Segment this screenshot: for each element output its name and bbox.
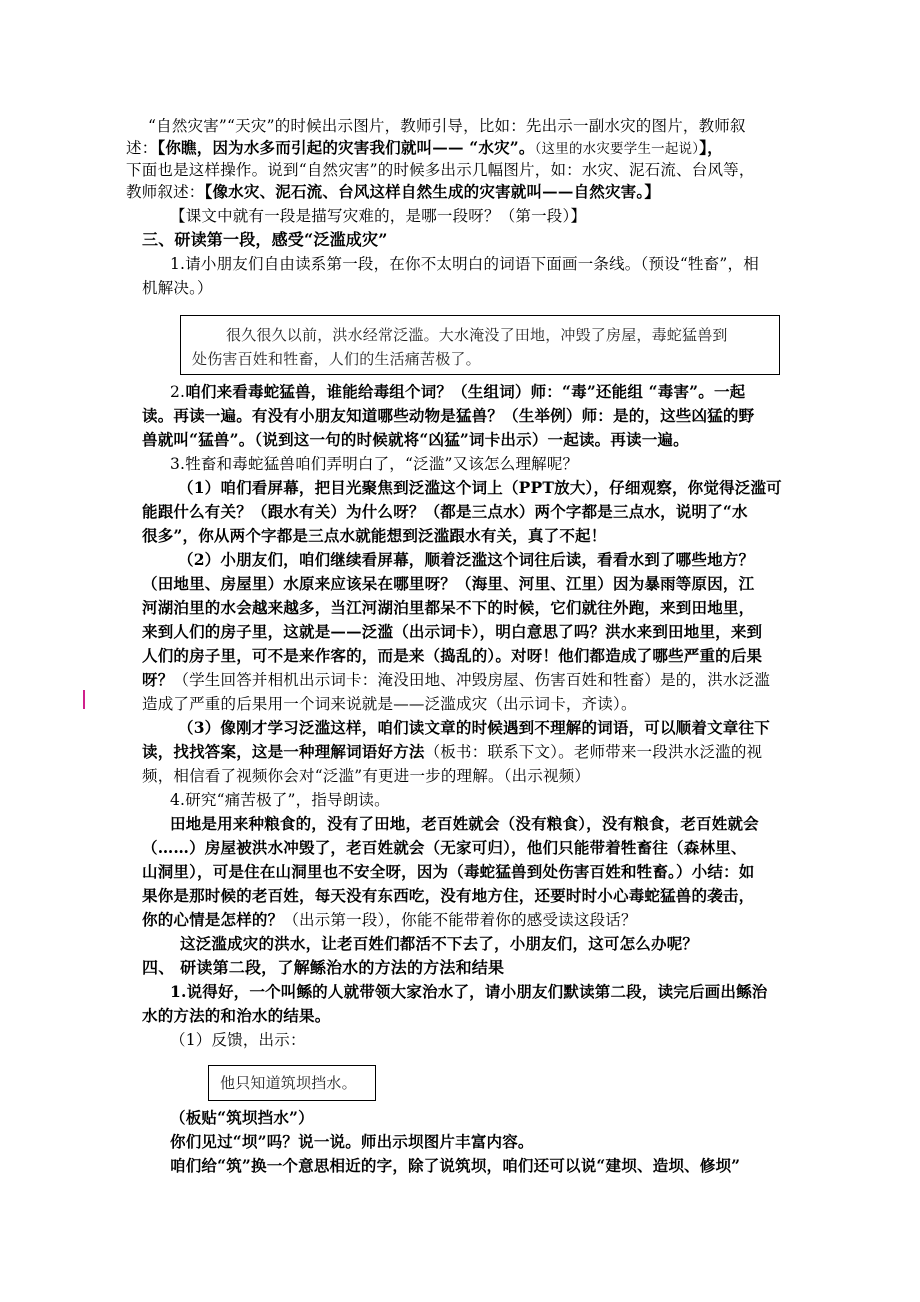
text-line: 你们见过“坝”吗？说一说。师出示坝图片丰富内容。	[170, 1132, 534, 1151]
text-line: “自然灾害”“天灾”的时候出示图片，教师引导，比如：先出示一副水灾的图片，教师叙	[148, 117, 746, 135]
text-line: 河湖泊里的水会越来越多，当江河湖泊里都呆不下的时候，它们就往外跑，来到田地里，	[142, 598, 755, 617]
text-line: 这泛滥成灾的洪水，让老百姓们都活不下去了，小朋友们，这可怎么办呢？	[180, 934, 699, 953]
text-line: （3）像刚才学习泛滥这样，咱们读文章的时候遇到不理解的词语，可以顺着文章往下	[178, 718, 770, 737]
section-heading: 四、 研读第二段，了解鲧治水的方法的方法和结果	[142, 958, 505, 977]
text-line: 述：【你瞧，因为水多而引起的灾害我们就叫—— “水灾”。（这里的水灾要学生一起说）】，	[126, 138, 723, 157]
quote-box-paragraph-two	[208, 1065, 376, 1101]
text-line: 1.说得好，一个叫鲧的人就带领大家治水了，请小朋友们默读第二段，读完后画出鲧治	[170, 982, 768, 1001]
text-line: （2）小朋友们，咱们继续看屏幕，顺着泛滥这个词往后读，看看水到了哪些地方？	[178, 550, 755, 569]
text-line: 读。再读一遍。有没有小朋友知道哪些动物是猛兽？（生举例）师：是的，这些凶猛的野	[142, 406, 755, 425]
change-marker	[83, 690, 85, 709]
text-line: 4.研究“痛苦极了”，指导朗读。	[170, 791, 390, 809]
text-line: （1）咱们看屏幕，把目光聚焦到泛滥这个词上（PPT放大），仔细观察，你觉得泛滥可	[178, 478, 782, 497]
text-line: 你的心情是怎样的？（出示第一段），你能不能带着你的感受读这段话？	[142, 910, 637, 929]
quote-line: 他只知道筑坝挡水。	[220, 1074, 357, 1092]
quote-line: 很久很久以前，洪水经常泛滥。大水淹没了田地，冲毁了房屋，毒蛇猛兽到	[226, 326, 728, 344]
section-heading: 三、研读第一段，感受“泛滥成灾”	[142, 230, 388, 249]
text-line: 能跟什么有关？（跟水有关）为什么呀？（都是三点水）两个字都是三点水，说明了“水	[142, 502, 748, 521]
text-line: 来到人们的房子里，这就是——泛滥（出示词卡），明白意思了吗？洪水来到田地里，来到	[142, 622, 763, 641]
quote-box-paragraph-one	[180, 315, 780, 375]
text-line: （板贴“筑坝挡水”）	[170, 1108, 314, 1127]
text-line: 咱们给“筑”换一个意思相近的字，除了说筑坝，咱们还可以说“建坝、造坝、修坝”	[170, 1156, 741, 1175]
text-line: 果你是那时候的老百姓，每天没有东西吃，没有地方住，还要时时小心毒蛇猛兽的袭击，	[142, 886, 755, 905]
text-line: 机解决。）	[142, 279, 213, 297]
text-line: 【课文中就有一段是描写灾难的，是哪一段呀？（第一段）】	[170, 207, 587, 225]
text-line: 水的方法的和治水的结果。	[142, 1006, 331, 1025]
text-line: 教师叙述：【像水灾、泥石流、台风这样自然生成的灾害就叫——自然灾害。】	[126, 182, 661, 201]
text-line: 兽就叫“猛兽”。（说到这一句的时候就将“凶猛”词卡出示）一起读。再读一遍。	[142, 430, 689, 449]
text-line: 人们的房子里，可不是来作客的，而是来（捣乱的）。对呀！他们都造成了哪些严重的后果	[142, 646, 763, 665]
text-line: 呀？（学生回答并相机出示词卡：淹没田地、冲毁房屋、伤害百姓和牲畜）是的，洪水泛滥	[142, 670, 771, 689]
text-line: 田地是用来种粮食的，没有了田地，老百姓就会（没有粮食），没有粮食，老百姓就会	[170, 814, 759, 833]
text-line: （1）反馈，出示：	[170, 1031, 306, 1049]
text-line: （田地里、房屋里）水原来应该呆在哪里呀？（海里、河里、江里）因为暴雨等原因，江	[142, 574, 755, 593]
text-line: 1.请小朋友们自由读系第一段，在你不太明白的词语下面画一条线。（预设“牲畜”，相	[170, 255, 759, 273]
text-line: 2.咱们来看毒蛇猛兽，谁能给毒组个词？（生组词）师：“毒”还能组 “毒害”。一起	[170, 382, 746, 401]
text-line: 3.牲畜和毒蛇猛兽咱们弄明白了，“泛滥”又该怎么理解呢？	[170, 455, 579, 473]
text-line: 很多”，你从两个字都是三点水就能想到泛滥跟水有关，真了不起！	[142, 526, 607, 545]
text-line: 读，找找答案，这是一种理解词语好方法（板书：联系下文）。老师带来一段洪水泛滥的视	[142, 742, 763, 761]
text-line: （……）房屋被洪水冲毁了，老百姓就会（无家可归），他们只能带着牲畜往（森林里、	[142, 838, 747, 857]
quote-line: 处伤害百姓和牲畜，人们的生活痛苦极了。	[192, 350, 481, 368]
text-line: 下面也是这样操作。说到“自然灾害”的时候多出示几幅图片，如：水灾、泥石流、台风等，	[126, 161, 755, 179]
text-line: 频，相信看了视频你会对“泛滥”有更进一步的理解。（出示视频）	[142, 767, 591, 785]
text-line: 山洞里），可是住在山洞里也不安全呀，因为（毒蛇猛兽到处伤害百姓和牲畜。）小结：如	[142, 862, 755, 881]
text-line: 造成了严重的后果用一个词来说就是——泛滥成灾（出示词卡，齐读）。	[142, 695, 637, 713]
